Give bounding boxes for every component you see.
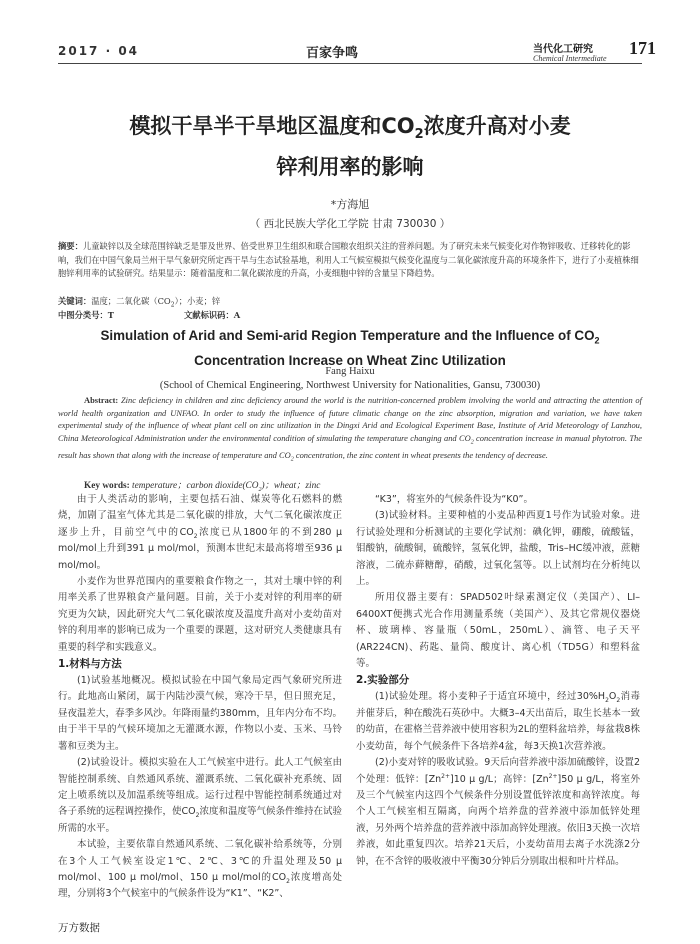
body-left-p1-sub: 2 — [193, 532, 198, 540]
abstract-cn-text: 儿童缺锌以及全球范围锌缺乏是罪及世界、倍受世界卫生组织和联合国粮农组织关注的营养问题。为了研究未来气候变化对作物锌吸收、迁移转化的影响，我们在中国气象局兰州干旱气象研究所定西干旱与生态试验基地，利用人工气候室模拟气候变化温度与二氧化碳浓度升高的环境条件下，进行了小麦植株细胞锌利用率的试验研究。结果显示：随着温度和二氧化碳浓度的升高，小麦细胞中锌的含量呈下降趋势。 — [58, 241, 639, 279]
title-line1-sub: 2 — [414, 127, 424, 143]
body-left-p4-sub: 2 — [195, 812, 200, 820]
body-right-p3-sub2: 2 — [616, 697, 621, 705]
section-heading-1: 1.材料与方法 — [58, 658, 122, 671]
body-right-p4-sup2: 2+ — [548, 772, 558, 780]
class-label: 中图分类号： — [58, 310, 108, 320]
keywords-en-after: )；wheat；zinc — [261, 481, 321, 491]
body-right-p3-c: 消毒并催芽后，种在酸洗石英砂中。大概3–4天出苗后，取生长基本一致的幼苗，在霍格兰营养液中使用容积为2L的塑料盆培养，每盆栽8株小麦幼苗，每个气候条件下各培养4盆，每3天换1次营养液。 — [356, 691, 640, 752]
body-right-p4 — [356, 755, 640, 870]
doc-code-value: A — [233, 310, 241, 320]
classification — [58, 309, 642, 321]
body-left-p4 — [58, 755, 342, 837]
journal-name: 当代化工研究 — [533, 44, 593, 55]
abstract-en-p1: Zinc deficiency in children and zinc deficiency around the world is the nutrition-concerned problem involving the world and attracting the attention of world health organization and UNFAO. In order to study the influence of future climatic change on the zinc absorption, migration and variation, we have taken experimental study of the influence of wheat plant cell on zinc utilization in the Dingxi Arid and Ecological Experiment Base, Institute of Arid Meteorology of Lanzhou, China Meteorological Administration under the environmental condition of simulating the temperature changing and CO — [58, 395, 642, 443]
title-en-sub: 2 — [594, 335, 600, 346]
page-number: 171 — [629, 38, 656, 58]
keywords-en-text: temperature；carbon dioxide(CO — [132, 481, 259, 491]
title-en-line1: Simulation of Arid and Semi-arid Region Temperature and the Influence of CO — [100, 328, 595, 343]
section-label: 百家争鸣 — [306, 46, 359, 61]
body-right-p4-sup1: 2+ — [441, 772, 450, 780]
abstract-en-sub2: 2 — [290, 456, 294, 463]
body-right-p3 — [356, 689, 640, 755]
affiliation-en: (School of Chemical Engineering, Northwest University for Nationalities, Gansu, 730030) — [159, 380, 541, 391]
keywords-cn-text: 温度；二氧化碳（CO — [91, 296, 171, 306]
abstract-en-label: Abstract — [84, 395, 116, 405]
body-right-p2: 所用仪器主要有：SPAD502叶绿素测定仪（美国产）、LI–6400XT便携式光合作用测量系统（美国产）、及其它常规仪器烧杯、玻璃棒、容量瓶（50mL，250mL）、滴管、电子天平(AR224CN)、药匙、量筒、酸度计、离心机（TD5G）和塑料盆等。 — [356, 592, 640, 670]
abstract-cn-label: 摘要： — [58, 241, 83, 251]
body-left-p1 — [58, 492, 342, 574]
body-left-p3: (1)试验基地概况。模拟试验在中国气象局定西气象研究所进行。此地高山紧闭，属于内陆沙漠气候，寒冷干旱，但日照充足，昼夜温差大，春季多风沙。年降雨量约380mm，且年内分布不均。由于半干旱的气候环境加之无灌溉水源，作物以小麦、玉米、马铃薯和豆类为主。 — [58, 675, 342, 752]
author: *方海旭 — [330, 198, 370, 211]
affiliation: （ 西北民族大学化工学院 甘肃 730030 ） — [249, 218, 451, 230]
body-left-p5-a: 本试验，主要依靠自然通风系统、二氧化碳补给系统等，分别在3个人工气候室设定1℃、2℃、3℃的升温处理及50 μ mol/mol、100 μ mol/mol、150 μ mol/mol的CO — [58, 839, 342, 883]
keywords-cn-after: ）；小麦；锌 — [174, 296, 221, 306]
keywords-en-label: Key words — [84, 481, 127, 491]
class-value: T — [107, 310, 114, 320]
section-heading-2: 2.实验部分 — [356, 674, 410, 687]
body-left-p1-a: 由于人类活动的影响，主要包括石油、煤炭等化石燃料的燃烧，加剧了温室气体尤其是二氧化碳的排放，大气二氧化碳浓度正逐步上升，目前空气中的CO — [58, 494, 342, 538]
body-left-p5-sub: 2 — [286, 877, 290, 885]
body-right-p3-a: (1)试验处理。将小麦种子于适宜环境中，经过30%H — [375, 691, 606, 703]
body-left-p2: 小麦作为世界范围内的重要粮食作物之一，其对土壤中锌的利用率关系了世界粮食产量问题。目前，关于小麦对锌的利用率的研究更为欠缺，因此研究大气二氧化碳浓度及温度升高对小麦幼苗对锌的利用率的影响已成为一个重要的课题，这对研究人类健康具有重要的科学和实践意义。 — [58, 576, 342, 653]
title-line1-a: 模拟干旱半干旱地区温度和CO — [129, 114, 415, 138]
body-right-p4-a: (2)小麦对锌的吸收试验。9天后向营养液中添加硫酸锌，设置2个处理：低锌：[Zn — [356, 757, 640, 785]
body-left-p4-b: 浓度和温度等气候条件维持在试验所需的水平。 — [58, 806, 342, 834]
body-right-p3-b: O — [608, 691, 617, 703]
keywords-cn-sub: 2 — [170, 301, 175, 309]
header-divider — [58, 63, 642, 64]
title-line2: 锌利用率的影响 — [276, 155, 424, 180]
paper-title-en — [40, 326, 660, 370]
abstract-en-p3: concentration, the zinc content in wheat presents the tendency of decrease. — [293, 450, 548, 461]
title-en-line2: Concentration Increase on Wheat Zinc Utilization — [194, 352, 506, 368]
keywords-cn-label: 关键词： — [58, 296, 92, 306]
abstract-en-sub1: 2 — [470, 439, 474, 446]
body-right-p3-sub1: 2 — [605, 697, 609, 705]
body-left-p5-b: 浓度增高处理，分别将3个气候室中的气候条件设为“K1”、“K2”、 — [58, 871, 342, 900]
body-right-column — [356, 492, 640, 870]
journal-name-en: Chemical Intermediate — [533, 54, 607, 63]
keywords-en: Key words: temperature；carbon $dioxide(CO_2)$；wheat；zinc — [84, 481, 321, 493]
footer-watermark: 万方数据 — [58, 922, 100, 934]
keywords-cn — [58, 295, 642, 309]
author-en: Fang Haixu — [325, 366, 375, 377]
title-line1-b: 浓度升高对小麦 — [423, 114, 571, 138]
body-left-column — [58, 492, 342, 903]
abstract-cn — [58, 240, 642, 281]
keywords-en-sub: 2 — [258, 486, 262, 493]
abstract-en-p2: concentration increase in manual phytotron. The result has shown that along with the increase of temperature and CO — [58, 432, 642, 461]
body-right-p4-b: ]10 μ g/L；高锌：[Zn — [449, 773, 549, 785]
doc-code-label: 文献标识码： — [183, 310, 234, 320]
body-left-p5 — [58, 837, 342, 903]
issue-label: 2017 · 04 — [58, 44, 140, 58]
body-right-p0: “K3”，将室外的气候条件设为“K0”。 — [375, 494, 533, 505]
body-right-p4-c: ]50 μ g/L，将室外及三个气候室内这四个气候条件分别设置低锌浓度和高锌浓度。每个人工气候室相互隔离，向两个培养盘的营养液中添加低锌处理液，另外两个培养盘的营养液中添加高锌处理液。依旧3天换一次培养液，如此重复四次。培养21天后，小麦幼苗用去离子水洗涤2分钟，在不含锌的吸收液中平衡30分钟后分别取出根和叶片样品。 — [356, 773, 640, 867]
body-left-p1-b: 浓度已从1800年的不到280 μ mol/mol上升到391 μ mol/mol，预测本世纪末最高将增至936 μ mol/mol。 — [58, 526, 342, 571]
abstract-en: Abstract: Zinc deficiency in children and zinc deficiency around the world is the nutrition-concerned problem involving the world and attracting the attention of world health organization and UNFAO. In order to study the influence of future climatic change on the zinc absorption, migration and variation, we have taken experimental study of the influence of wheat plant cell on zinc utilization in the Dingxi Arid and Ecological Experiment Base, Institute of Arid Meteorology of Lanzhou, China Meteorological Administration under the environmental condition of simulating the temperature changing and $CO_2$ concentration increase in manual phytotron. The result has shown that along with the increase of temperature and $CO_2$ concentration, the zinc content in wheat presents the tendency of decrease. — [58, 395, 642, 463]
paper-title — [40, 110, 660, 183]
body-left-p4-a: (2)试验设计。模拟实验在人工气候室中进行。此人工气候室由智能控制系统、自然通风系统、灌溉系统、二氧化碳补充系统、固定上喷系统以及加温系统等组成。运行过程中智能控制系统通过对各子系统的远程调控操作，使CO — [58, 757, 342, 818]
body-right-p1: (3)试验材料。主要种植的小麦品种西夏1号作为试验对象。进行试验处理和分析测试的主要化学试剂：碘化钾，硼酸，硫酸锰，钼酸钠，硫酸铜，硫酸锌，氢氧化钾，盐酸，Tris–HC缓冲液，蔗糖溶液，二硫赤藓糖醇，硝酸，过氧化氢等。以上试剂均在分析纯以上。 — [356, 510, 640, 588]
